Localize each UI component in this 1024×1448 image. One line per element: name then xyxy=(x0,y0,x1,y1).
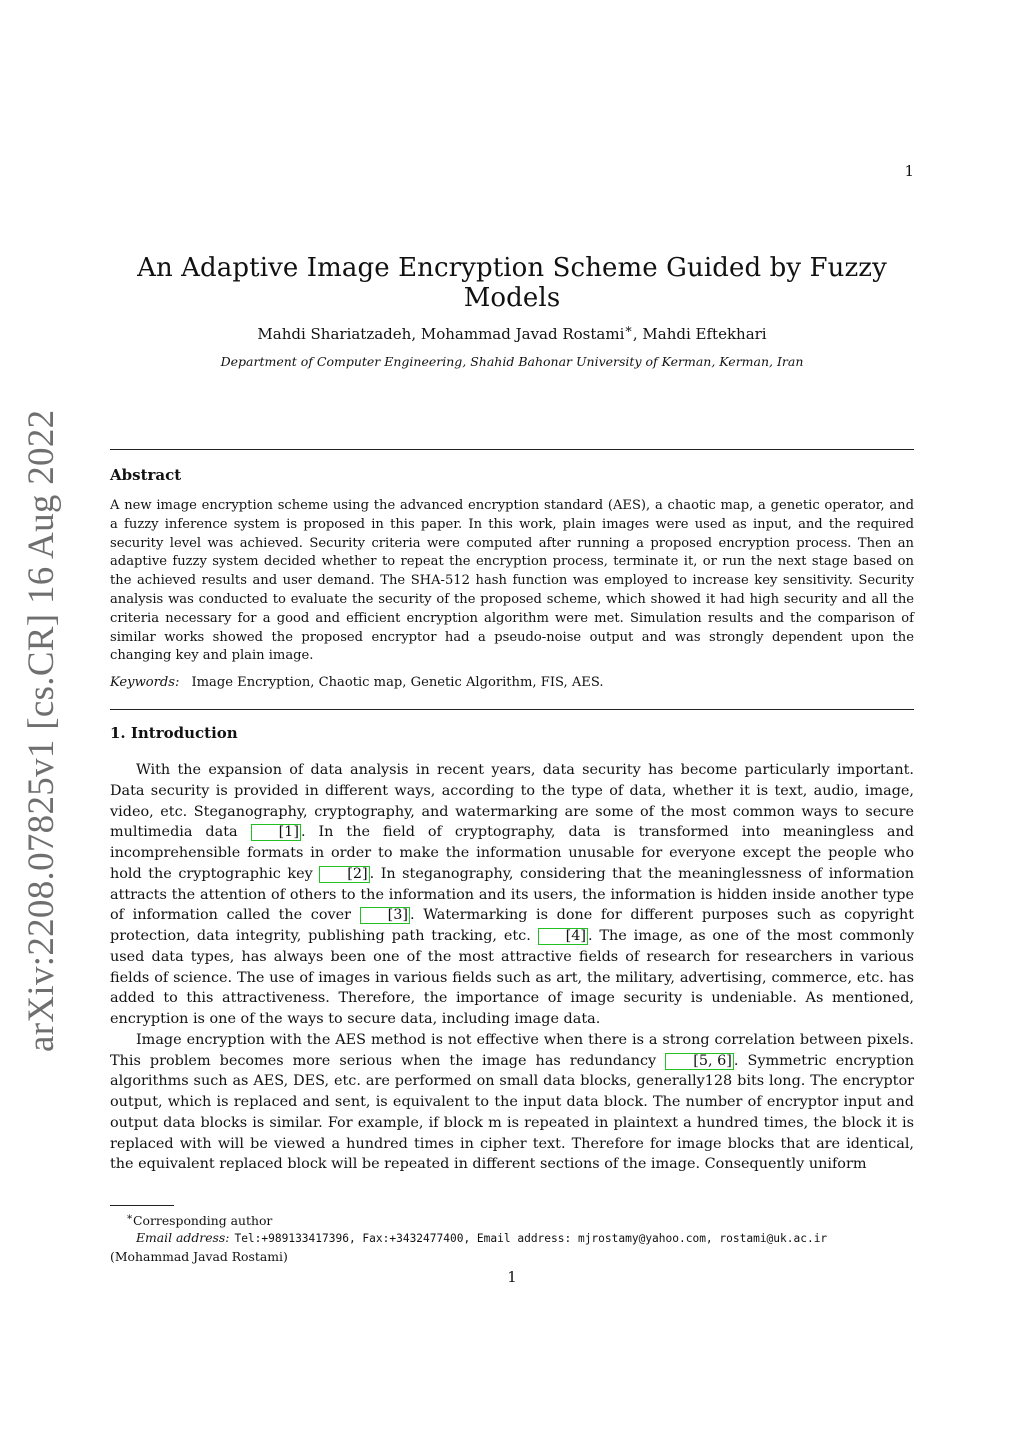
text-run: . In the field of cryptography, data is transformed into meaningless and incomprehensible formats in order to make the information unusable for everyone except the people who hold the cryptographic key xyxy=(110,824,914,882)
introduction-body xyxy=(110,760,914,1175)
footnote-line-corresponding xyxy=(110,1209,914,1229)
header-page-number: 1 xyxy=(904,162,914,180)
email-label: Email address: xyxy=(136,1230,230,1246)
introduction-paragraph-1 xyxy=(110,760,914,1030)
author-names: Mahdi Shariatzadeh, Mohammad Javad Rostami xyxy=(257,325,625,343)
abstract-bottom-rule xyxy=(110,709,914,710)
citation-link[interactable]: [4] xyxy=(538,928,588,945)
corresponding-author-mark: ∗ xyxy=(624,321,633,336)
footer-page-number: 1 xyxy=(507,1268,517,1286)
affiliation: Department of Computer Engineering, Shahid Bahonar University of Kerman, Kerman, Iran xyxy=(220,354,804,369)
contact-details: Tel:+989133417396, Fax:+3432477400, Email address: mjrostamy@yahoo.com, rostami@uk.ac.ir xyxy=(234,1232,828,1246)
footnote-mark: ∗ xyxy=(126,1211,134,1223)
citation-link[interactable]: [5, 6] xyxy=(665,1053,734,1070)
abstract-top-rule xyxy=(110,449,914,450)
text-run: . Watermarking is done for different purposes such as copyright protection, data integrity, publishing path tracking, etc. xyxy=(110,907,914,944)
footnote xyxy=(110,1209,914,1265)
citation-link[interactable]: [1] xyxy=(251,824,301,841)
abstract-heading: Abstract xyxy=(110,466,182,484)
text-run: Image encryption with the AES method is not effective when there is a strong correlation between pixels. This problem becomes more serious when the image has redundancy xyxy=(110,1031,914,1069)
text-run: . In steganography, considering that the meaninglessness of information attracts the attention of others to the information and its users, the information is hidden inside another type of information called the cover xyxy=(110,865,914,924)
footnote-rule xyxy=(110,1205,174,1206)
text-run: . The image, as one of the most commonly used data types, has always been one of the most attractive fields of research for researchers in various fields of science. The use of images in various fields such as art, the military, advertising, commerce, etc. has added to this attractiveness. Therefore, the importance of image security is undeniable. As mentioned, encryption is one of the ways to secure data, including image data. xyxy=(110,928,914,1027)
text-run: With the expansion of data analysis in recent years, data security has become particularly important. Data security is provided in different ways, according to the type of data, whether it is text, audio, image, video, etc. Steganography, cryptography, and watermarking are some of the most common ways to secure multimedia data xyxy=(110,762,914,841)
keywords-line xyxy=(110,675,914,690)
paper-title: An Adaptive Image Encryption Scheme Guided by Fuzzy Models xyxy=(137,253,887,313)
footnote-line-contact xyxy=(110,1229,914,1247)
keywords-list: Image Encryption, Chaotic map, Genetic Algorithm, FIS, AES. xyxy=(191,675,604,690)
author-list xyxy=(110,321,914,343)
footnote-line-name: (Mohammad Javad Rostami) xyxy=(110,1248,288,1264)
citation-link[interactable]: [2] xyxy=(319,866,369,883)
keywords-label: Keywords: xyxy=(110,675,180,690)
section-heading-introduction: 1. Introduction xyxy=(110,724,238,742)
citation-link[interactable]: [3] xyxy=(360,907,410,924)
abstract-text: A new image encryption scheme using the advanced encryption standard (AES), a chaotic map, a genetic operator, and a fuzzy inference system is proposed in this paper. In this work, plain images were used as input, and the required security level was achieved. Security criteria were computed after running a proposed encryption process. Then an adaptive fuzzy system decided whether to repeat the encryption process, terminate it, or run the next stage based on the achieved results and user demand. The SHA-512 hash function was employed to increase key sensitivity. Security analysis was conducted to evaluate the security of the proposed scheme, which showed it had high security and all the criteria necessary for a good and efficient encryption algorithm were met. Simulation results and the comparison of similar works showed the proposed encryptor had a pseudo-noise output and was strongly dependent upon the changing key and plain image. xyxy=(110,498,914,664)
arxiv-identifier-stamp: arXiv:2208.07825v1 [cs.CR] 16 Aug 2022 xyxy=(21,409,62,1052)
introduction-paragraph-2 xyxy=(110,1030,914,1175)
footnote-note: Corresponding author xyxy=(133,1213,273,1229)
text-run: . Symmetric encryption algorithms such as AES, DES, etc. are performed on small data blocks, generally128 bits long. The encryptor output, which is replaced and sent, is equivalent to the input data block. The number of encryptor input and output data blocks is similar. For example, if block m is repeated in plaintext a hundred times, the block it is replaced with will be viewed a hundred times in cipher text. Therefore for image blocks that are identical, the equivalent replaced block will be repeated in different sections of the image. Consequently uniform xyxy=(110,1052,914,1173)
author-names-tail: , Mahdi Eftekhari xyxy=(632,325,767,343)
